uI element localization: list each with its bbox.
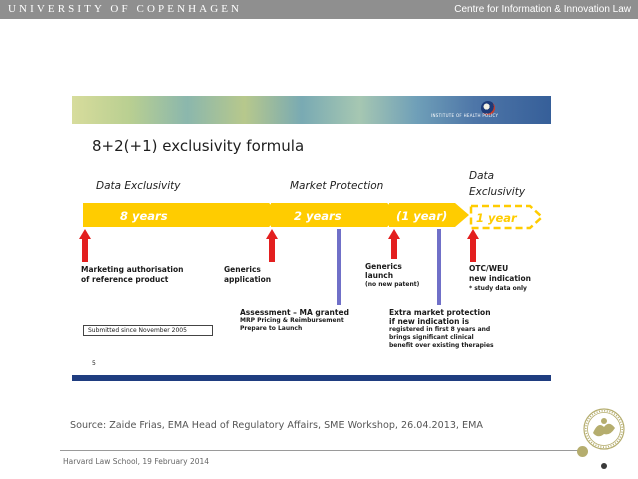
annotation-line: Prepare to Launch <box>240 325 303 332</box>
annotation-line: * study data only <box>469 285 527 292</box>
label-extra-data-line1: Data <box>469 170 495 182</box>
decorative-dot-small <box>601 463 607 469</box>
annotation-generics-application <box>224 265 271 285</box>
annotation-line: new indication <box>469 274 531 283</box>
annotation-line: registered in first 8 years and <box>389 326 491 333</box>
annotation-line: MRP Pricing & Reimbursement <box>240 317 344 324</box>
formula-title: 8+2(+1) exclusivity formula <box>92 137 305 155</box>
label-extra-data-line2: Exclusivity <box>469 186 526 198</box>
annotation-line: Generics <box>224 265 261 274</box>
footer-divider <box>60 450 578 451</box>
annotation-line: Extra market protection <box>389 308 491 317</box>
annotation-line: if new indication is <box>389 317 470 326</box>
university-seal-icon <box>583 408 625 450</box>
annotation-line: OTC/WEU <box>469 264 509 273</box>
blue-marker-extra-protection <box>437 229 441 305</box>
red-arrow-generics-application <box>266 229 278 262</box>
annotation-line: Assessment – MA granted <box>240 308 349 317</box>
centre-name: Centre for Information & Innovation Law <box>454 4 631 15</box>
annotation-generics-launch <box>365 262 419 289</box>
annotation-extra-protection <box>389 308 494 350</box>
red-arrow-new-indication <box>467 229 479 262</box>
segment-label-extra-year: 1 year <box>476 211 517 225</box>
header-bar <box>0 0 638 19</box>
annotation-line: Marketing authorisation <box>81 265 184 274</box>
slide-bottom-rule <box>72 375 551 381</box>
annotation-marketing-authorisation <box>81 265 184 285</box>
annotation-otc-wcu <box>469 264 531 294</box>
embedded-slide <box>72 96 551 381</box>
banner-text: INSTITUTE OF HEALTH POLICY <box>431 113 499 118</box>
annotation-line: Generics <box>365 262 402 271</box>
footer-text: Harvard Law School, 19 February 2014 <box>63 457 210 466</box>
segment-8-years <box>83 203 283 227</box>
red-arrow-generics-launch <box>388 229 400 259</box>
annotation-line: brings significant clinical <box>389 334 474 341</box>
label-market-protection: Market Protection <box>290 180 384 192</box>
segment-label-1-year: (1 year) <box>396 209 448 223</box>
decorative-dot-large <box>577 446 588 457</box>
source-citation: Source: Zaide Frias, EMA Head of Regulatory Affairs, SME Workshop, 26.04.2013, EMA <box>70 420 483 431</box>
annotation-assessment <box>240 308 349 333</box>
slide-page-number: 5 <box>92 360 96 367</box>
blue-marker-assessment <box>337 229 341 305</box>
segment-label-2-years: 2 years <box>294 209 342 223</box>
annotation-line: (no new patent) <box>365 281 420 288</box>
annotation-line: launch <box>365 271 394 280</box>
red-marker-group <box>79 229 479 262</box>
annotation-line: application <box>224 275 272 284</box>
submitted-since-box: Submitted since November 2005 <box>83 325 213 336</box>
university-name: UNIVERSITY OF COPENHAGEN <box>8 3 243 15</box>
annotation-line: of reference product <box>81 275 169 284</box>
segment-label-8-years: 8 years <box>120 209 168 223</box>
annotation-line: benefit over existing therapies <box>389 342 494 349</box>
red-arrow-marketing-authorisation <box>79 229 91 262</box>
label-data-exclusivity: Data Exclusivity <box>96 180 181 192</box>
